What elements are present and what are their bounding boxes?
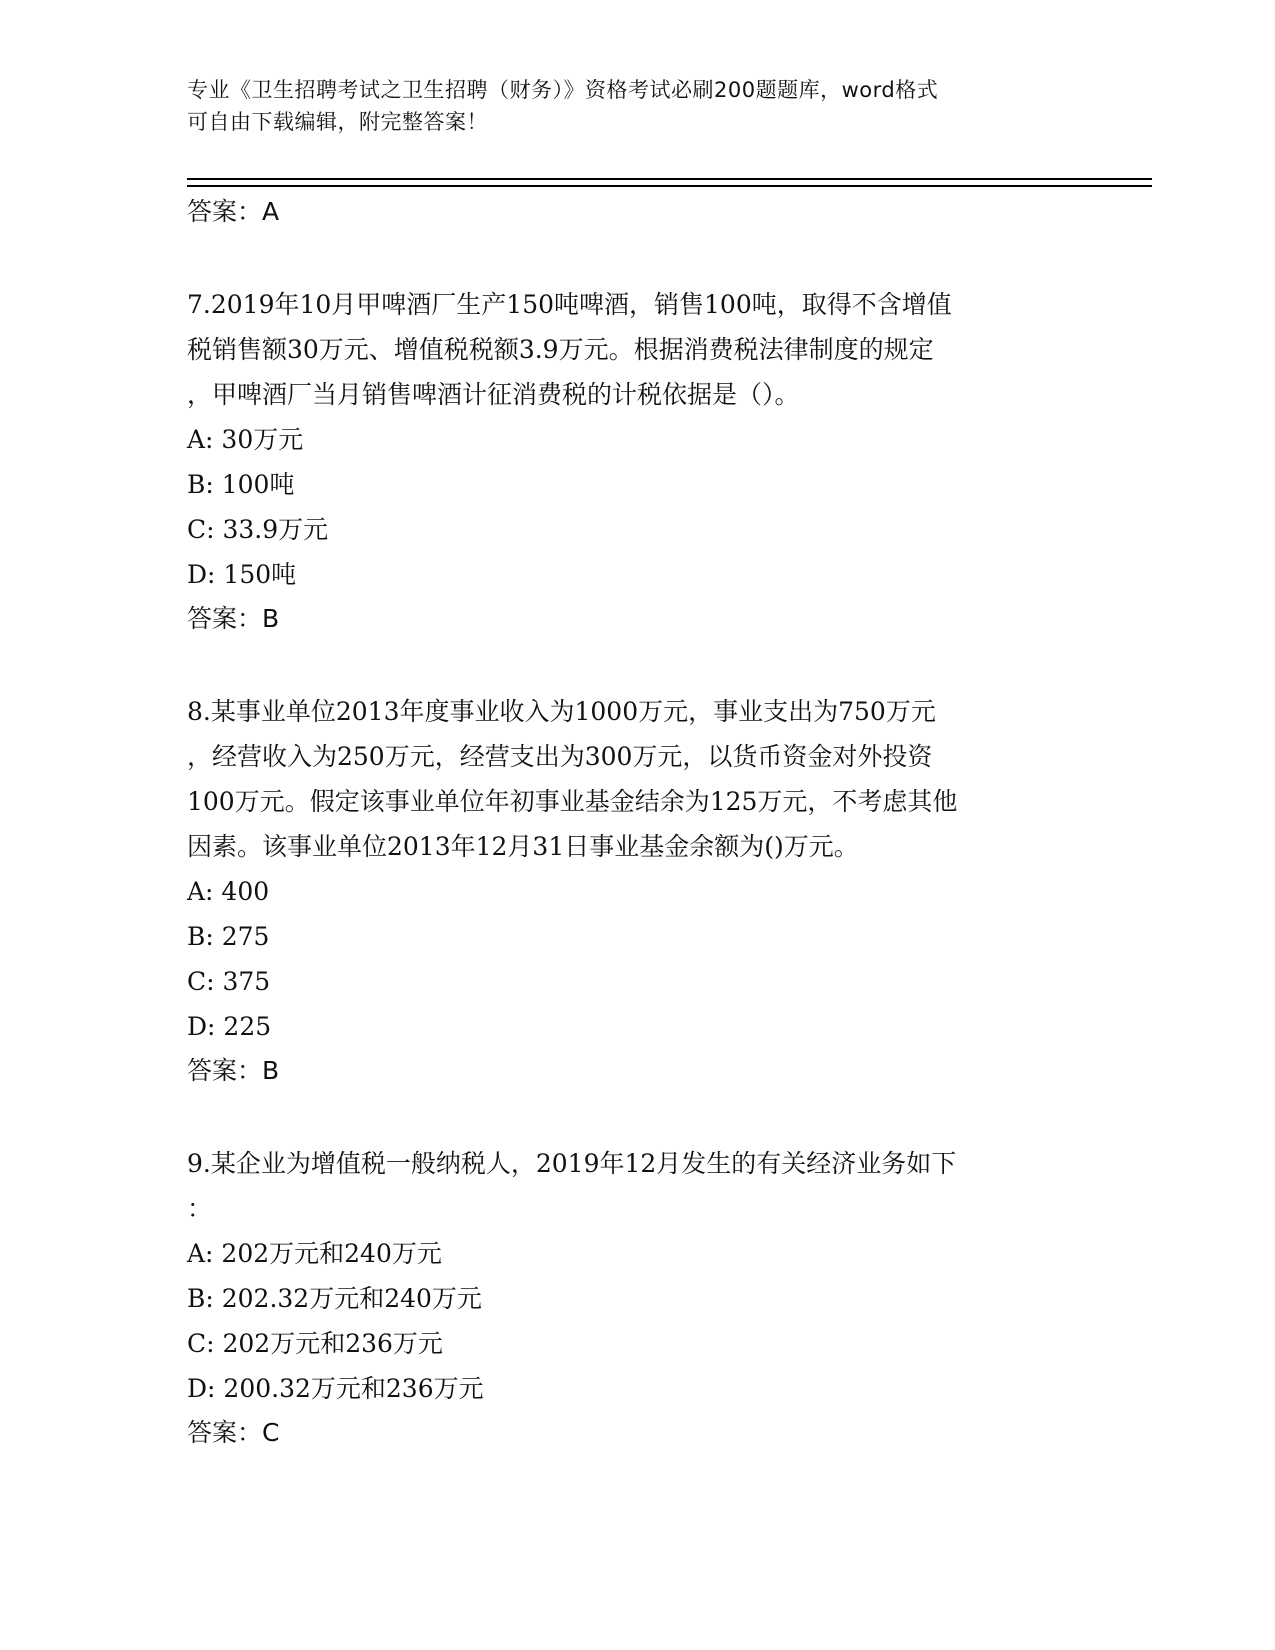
- document-header: [187, 74, 1067, 138]
- stem-line: 税销售额30万元、增值税税额3.9万元。根据消费税法律制度的规定: [187, 335, 934, 364]
- stem-line: ，甲啤酒厂当月销售啤酒计征消费税的计税依据是（）。: [187, 380, 800, 409]
- option-b: B: 275: [187, 922, 270, 951]
- answer-line: 答案：B: [187, 604, 280, 633]
- option-c: C: 202万元和236万元: [187, 1329, 443, 1358]
- option-d: D: 225: [187, 1012, 272, 1041]
- option-a: A: 202万元和240万元: [187, 1239, 442, 1268]
- answer-line: 答案：B: [187, 1056, 280, 1085]
- option-c: C: 375: [187, 967, 271, 996]
- question-8: [187, 689, 1087, 1091]
- header-line-1: 专业《卫生招聘考试之卫生招聘（财务）》资格考试必刷200题题库，word格式: [187, 78, 939, 102]
- answer-line: 答案：C: [187, 1418, 280, 1447]
- question-stem: [187, 282, 1087, 417]
- option-b: B: 100吨: [187, 470, 295, 499]
- stem-line: 8.某事业单位2013年度事业收入为1000万元，事业支出为750万元: [187, 697, 936, 726]
- header-rule-top: [187, 178, 1152, 180]
- stem-line: 9.某企业为增值税一般纳税人，2019年12月发生的有关经济业务如下: [187, 1149, 957, 1178]
- header-rule-bottom: [187, 185, 1152, 187]
- document-body: [187, 192, 1087, 1453]
- stem-line: 7.2019年10月甲啤酒厂生产150吨啤酒，销售100吨，取得不含增值: [187, 290, 952, 319]
- stem-line: 因素。该事业单位2013年12月31日事业基金余额为()万元。: [187, 832, 859, 861]
- option-a: A: 400: [187, 877, 270, 906]
- stem-line: ：: [187, 1194, 213, 1223]
- question-7: [187, 282, 1087, 639]
- stem-line: ，经营收入为250万元，经营支出为300万元，以货币资金对外投资: [187, 742, 933, 771]
- stem-line: 100万元。假定该事业单位年初事业基金结余为125万元，不考虑其他: [187, 787, 958, 816]
- option-d: D: 200.32万元和236万元: [187, 1374, 484, 1403]
- option-a: A: 30万元: [187, 425, 304, 454]
- option-d: D: 150吨: [187, 560, 297, 589]
- option-c: C: 33.9万元: [187, 515, 329, 544]
- question-9: [187, 1141, 1087, 1453]
- option-b: B: 202.32万元和240万元: [187, 1284, 482, 1313]
- question-stem: [187, 689, 1087, 869]
- answer-line: 答案：A: [187, 197, 280, 226]
- question-stem: [187, 1141, 1087, 1231]
- header-line-2: 可自由下载编辑，附完整答案！: [187, 110, 488, 134]
